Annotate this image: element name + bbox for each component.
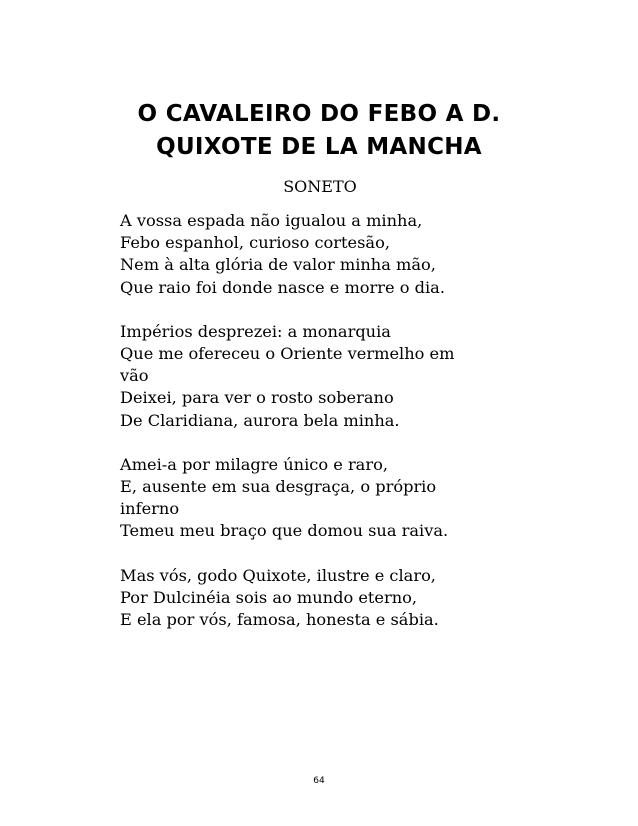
- poem-line: Temeu meu braço que domou sua raiva.: [120, 521, 449, 541]
- poem-line: Deixei, para ver o rosto soberano: [120, 388, 394, 408]
- poem-title-line: QUIXOTE DE LA MANCHA: [156, 134, 482, 160]
- poem-line: Que raio foi donde nasce e morre o dia.: [120, 277, 445, 297]
- poem-line: E, ausente em sua desgraça, o próprio: [120, 477, 437, 497]
- poem-line: Por Dulcinéia sois ao mundo eterno,: [120, 587, 418, 607]
- poem-line: De Claridiana, aurora bela minha.: [120, 410, 400, 430]
- poem-line: A vossa espada não igualou a minha,: [120, 211, 423, 230]
- poem-line: inferno: [120, 499, 180, 519]
- poem-title: [100, 98, 538, 164]
- stanza-4: [120, 565, 540, 632]
- stanza-3: [120, 454, 540, 543]
- poem-title-line: O CAVALEIRO DO FEBO A D.: [137, 101, 501, 127]
- poem-line: Amei-a por milagre único e raro,: [120, 454, 388, 474]
- poem-line: Nem à alta glória de valor minha mão,: [120, 255, 436, 275]
- page-number: 64: [313, 776, 325, 786]
- stanza-2: [120, 321, 540, 432]
- poem-body: [120, 210, 540, 631]
- stanza-1: [120, 210, 540, 299]
- poem-subtitle: SONETO: [283, 177, 357, 196]
- poem-line: Mas vós, godo Quixote, ilustre e claro,: [120, 565, 436, 585]
- poem-line: vão: [120, 366, 149, 386]
- poem-line: Que me ofereceu o Oriente vermelho em: [120, 344, 455, 364]
- poem-line: Febo espanhol, curioso cortesão,: [120, 233, 390, 253]
- poem-line: E ela por vós, famosa, honesta e sábia.: [120, 610, 439, 630]
- poem-line: Impérios desprezei: a monarquia: [120, 321, 391, 341]
